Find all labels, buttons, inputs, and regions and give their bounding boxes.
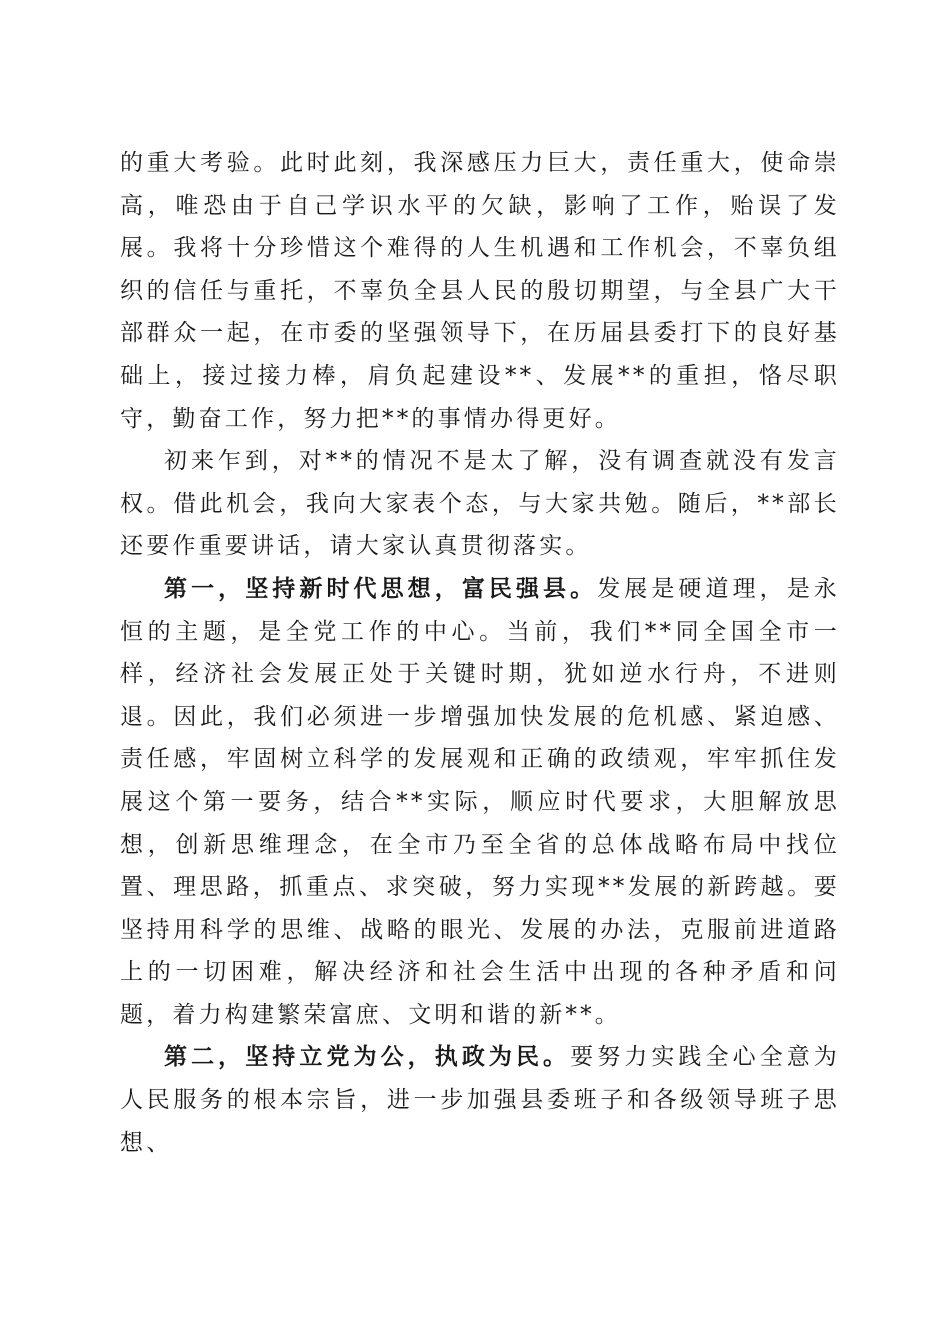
paragraph-3-text: 发展是硬道理，是永恒的主题，是全党工作的中心。当前，我们**同全国全市一样，经济社会发展正处于关键时期，犹如逆水行舟，不进则退。因此，我们必须进一步增强加快发展的危机感、紧迫感、责任感，牢固树立科学的发展观和正确的政绩观，牢牢抓住发展这个第一要务，结合**实际，顺应时代要求，大胆解放思想，创新思维理念，在全市乃至全省的总体战略布局中找位置、理思路，抓重点、求突破，努力实现**发展的新跨越。要坚持用科学的思维、战略的眼光、发展的办法，克服前进道路上的一切困难，解决经济和社会生活中出现的各种矛盾和问题，着力构建繁荣富庶、文明和谐的新**。 <box>120 575 840 1028</box>
paragraph-3-heading: 第一，坚持新时代思想，富民强县。 <box>164 574 598 602</box>
paragraph-1 <box>120 142 840 440</box>
paragraph-4 <box>120 1036 840 1164</box>
paragraph-4-text: 要努力实践全心全意为人民服务的根本宗旨，进一步加强县委班子和各级领导班子思想、 <box>120 1044 840 1156</box>
paragraph-2 <box>120 440 840 568</box>
document-body <box>120 142 840 1164</box>
paragraph-1-text: 的重大考验。此时此刻，我深感压力巨大，责任重大，使命崇高，唯恐由于自己学识水平的欠缺，影响了工作，贻误了发展。我将十分珍惜这个难得的人生机遇和工作机会，不辜负组织的信任与重托，不辜负全县人民的殷切期望，与全县广大干部群众一起，在市委的坚强领导下，在历届县委打下的良好基础上，接过接力棒，肩负起建设**、发展**的重担，恪尽职守，勤奋工作，努力把**的事情办得更好。 <box>120 150 840 432</box>
paragraph-2-text: 初来乍到，对**的情况不是太了解，没有调查就没有发言权。借此机会，我向大家表个态，与大家共勉。随后，**部长还要作重要讲话，请大家认真贯彻落实。 <box>120 448 840 560</box>
paragraph-3 <box>120 568 840 1037</box>
paragraph-4-heading: 第二，坚持立党为公，执政为民。 <box>164 1043 571 1071</box>
